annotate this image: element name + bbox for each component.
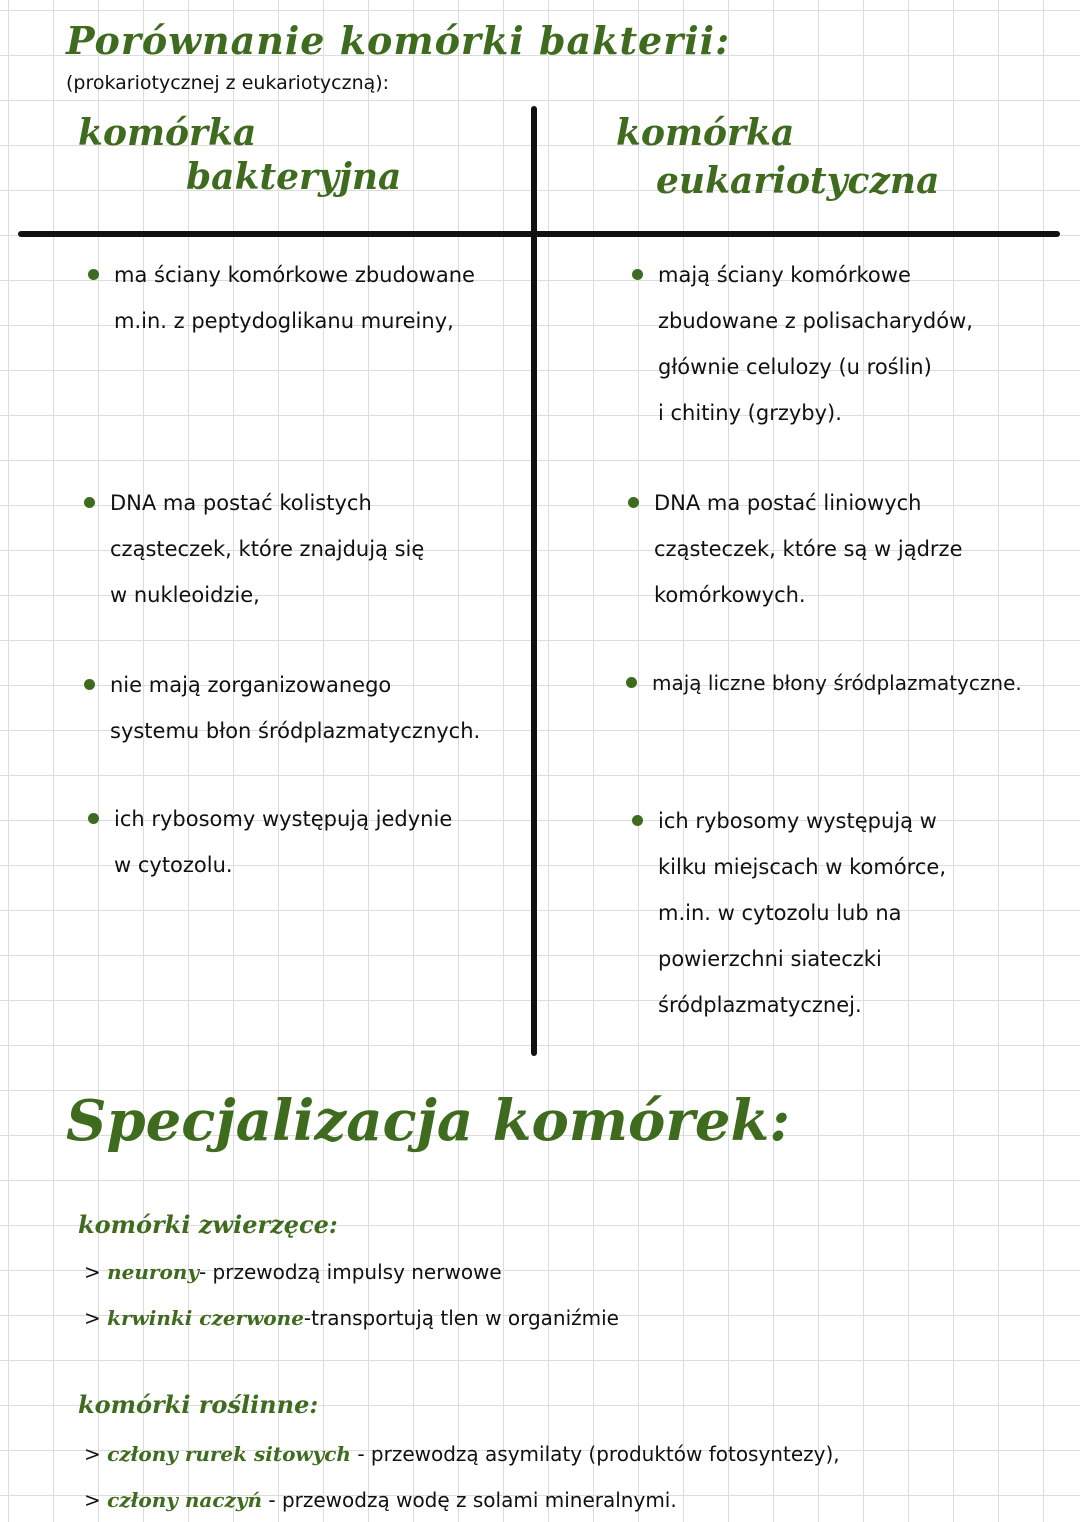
bullet-icon [632,815,643,826]
list-item-line: cząsteczek, które znajdują się [110,537,425,561]
bullet-icon [84,679,95,690]
table-vertical-rule [531,106,537,1056]
right-item-ribosomes [658,798,1068,1028]
table-horizontal-rule [18,231,1060,237]
list-item-line: głównie celulozy (u roślin) [658,355,932,379]
animal-item-red-blood-cells [84,1306,619,1330]
right-item-membranes [652,660,1076,706]
list-item-line: mają ściany komórkowe [658,263,911,287]
page-subtitle: (prokariotycznej z eukariotyczną): [66,72,390,94]
arrow-icon: > [84,1260,108,1284]
arrow-icon: > [84,1306,108,1330]
item-term: neurony [107,1260,199,1284]
left-item-membranes [110,662,530,754]
list-item-line: w cytozolu. [114,853,233,877]
item-term: krwinki czerwone [107,1306,304,1330]
bullet-icon [626,677,637,688]
list-item-line: ich rybosomy występują jedynie [114,807,453,831]
list-item-line: kilku miejscach w komórce, [658,855,946,879]
left-column-heading-line2: bakteryjna [186,156,402,198]
list-item-line: zbudowane z polisacharydów, [658,309,973,333]
bullet-icon [628,497,639,508]
animal-cells-heading: komórki zwierzęce: [78,1210,338,1239]
list-item-line: ich rybosomy występują w [658,809,937,833]
list-item-line: systemu błon śródplazmatycznych. [110,719,481,743]
item-description: -transportują tlen w organiźmie [303,1306,619,1330]
left-column-heading-line1: komórka [78,112,257,154]
list-item-line: m.in. w cytozolu lub na [658,901,902,925]
right-item-cell-wall [658,252,1068,436]
bullet-icon [632,269,643,280]
list-item-line: DNA ma postać kolistych [110,491,372,515]
arrow-icon: > [84,1442,108,1466]
bullet-icon [88,813,99,824]
item-term: człony naczyń [107,1488,263,1512]
right-column-heading-line1: komórka [616,112,795,154]
item-description: - przewodzą wodę z solami mineralnymi. [262,1488,677,1512]
bullet-icon [88,269,99,280]
left-item-cell-wall [114,252,524,344]
list-item-line: komórkowych. [654,583,806,607]
left-item-dna [110,480,520,618]
list-item-line: cząsteczek, które są w jądrze [654,537,963,561]
list-item-line: m.in. z peptydoglikanu mureiny, [114,309,454,333]
plant-item-vessels [84,1488,677,1512]
list-item-line: ma ściany komórkowe zbudowane [114,263,475,287]
list-item-line: DNA ma postać liniowych [654,491,922,515]
section-title-specialization: Specjalizacja komórek: [66,1088,791,1154]
plant-item-sieve-tubes [84,1442,840,1466]
list-item-line: w nukleoidzie, [110,583,260,607]
item-description: - przewodzą impulsy nerwowe [198,1260,502,1284]
item-term: człony rurek sitowych [107,1442,351,1466]
list-item-line: mają liczne błony śródplazmatyczne. [652,671,1022,695]
page-title: Porównanie komórki bakterii: [66,18,731,63]
list-item-line: śródplazmatycznej. [658,993,862,1017]
left-item-ribosomes [114,796,524,888]
animal-item-neurons [84,1260,502,1284]
list-item-line: nie mają zorganizowanego [110,673,392,697]
right-column-heading-line2: eukariotyczna [656,160,940,202]
list-item-line: i chitiny (grzyby). [658,401,842,425]
list-item-line: powierzchni siateczki [658,947,882,971]
right-item-dna [654,480,1064,618]
arrow-icon: > [84,1488,108,1512]
item-description: - przewodzą asymilaty (produktów fotosyntezy), [350,1442,840,1466]
plant-cells-heading: komórki roślinne: [78,1390,319,1419]
bullet-icon [84,497,95,508]
